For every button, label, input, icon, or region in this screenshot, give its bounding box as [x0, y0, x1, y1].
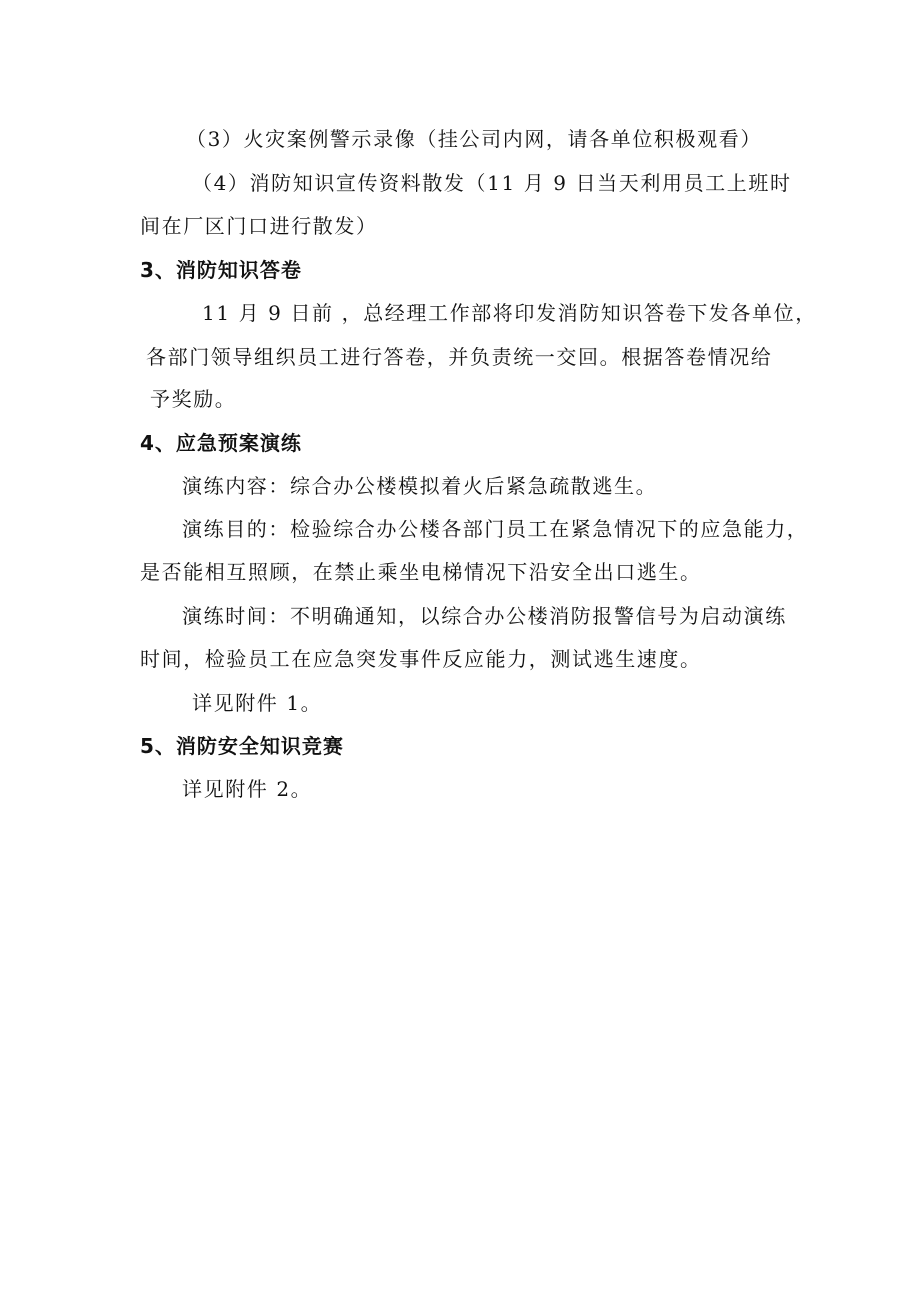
section-heading-emergency-drill: 4、应急预案演练 — [140, 431, 302, 455]
section-heading-safety-contest: 5、消防安全知识竞赛 — [140, 734, 344, 758]
paragraph-drill-time-line-1: 演练时间：不明确通知，以综合办公楼消防报警信号为启动演练 — [182, 604, 787, 628]
list-item-materials-distribution-continued: 间在厂区门口进行散发） — [140, 214, 378, 238]
list-item-materials-distribution: （4）消防知识宣传资料散发（11 月 9 日当天利用员工上班时 — [192, 171, 792, 195]
list-item-fire-case-video: （3）火灾案例警示录像（挂公司内网，请各单位积极观看） — [186, 127, 762, 151]
paragraph-drill-goal-line-2: 是否能相互照顾，在禁止乘坐电梯情况下沿安全出口逃生。 — [140, 560, 702, 584]
paragraph-drill-content: 演练内容：综合办公楼模拟着火后紧急疏散逃生。 — [182, 474, 658, 498]
paragraph-quiz-line-1: 11 月 9 日前 ，总经理工作部将印发消防知识答卷下发各单位， — [202, 301, 817, 325]
paragraph-quiz-line-3: 予奖励。 — [150, 387, 237, 411]
section-heading-knowledge-quiz: 3、消防知识答卷 — [140, 258, 302, 282]
paragraph-attachment-1: 详见附件 1。 — [192, 691, 323, 715]
paragraph-drill-goal-line-1: 演练目的：检验综合办公楼各部门员工在紧急情况下的应急能力， — [182, 517, 809, 541]
paragraph-quiz-line-2: 各部门领导组织员工进行答卷，并负责统一交回。根据答卷情况给 — [146, 345, 773, 369]
paragraph-attachment-2: 详见附件 2。 — [182, 777, 313, 801]
paragraph-drill-time-line-2: 时间，检验员工在应急突发事件反应能力，测试逃生速度。 — [140, 647, 702, 671]
